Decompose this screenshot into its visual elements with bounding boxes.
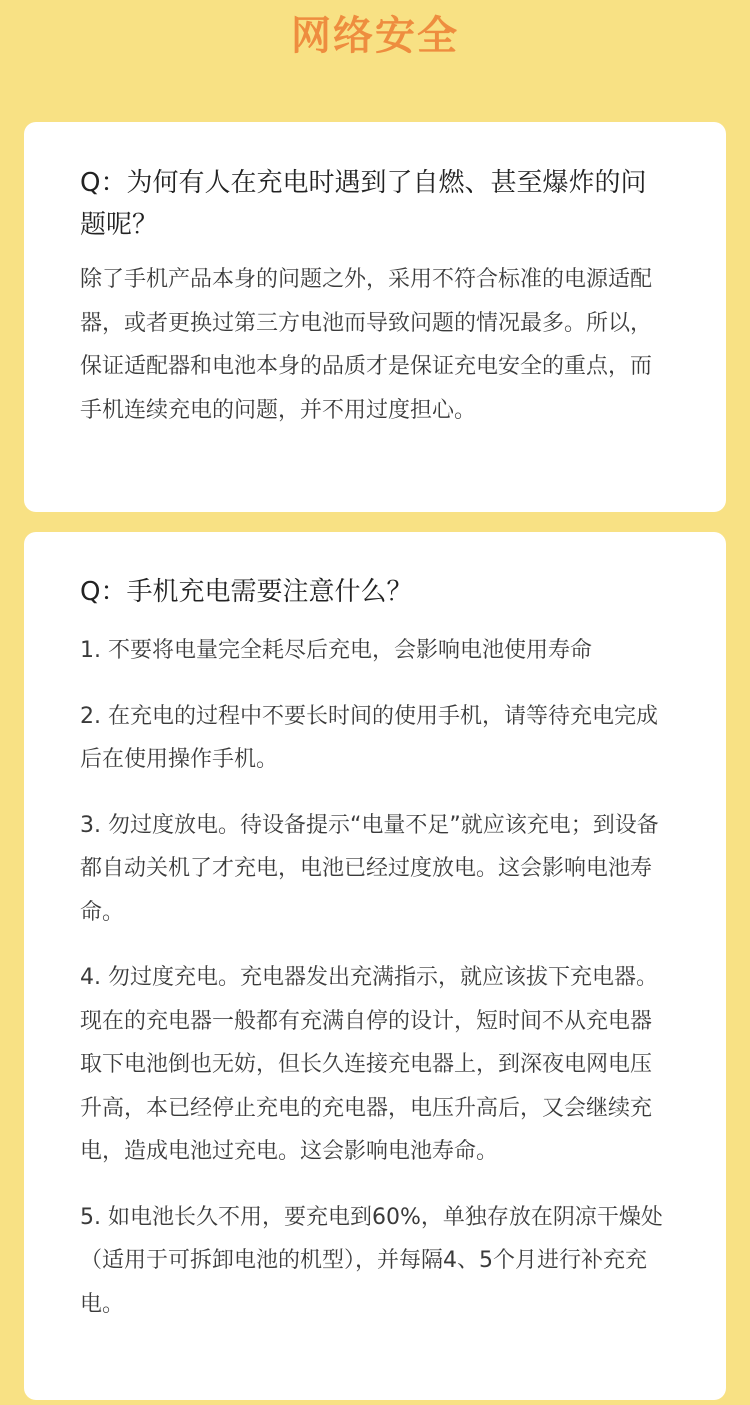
tip-item-3: 3. 勿过度放电。待设备提示“电量不足”就应该充电；到设备都自动关机了才充电，电池已经过度放电。这会影响电池寿命。 (80, 812, 659, 925)
tip-item-4: 4. 勿过度充电。充电器发出充满指示，就应该拔下充电器。现在的充电器一般都有充满自停的设计，短时间不从充电器取下电池倒也无妨，但长久连接充电器上，到深夜电网电压升高，本已经停止充电的充电器，电压升高后，又会继续充电，造成电池过充电。这会影响电池寿命。 (80, 965, 658, 1164)
tip-item-1: 1. 不要将电量完全耗尽后充电，会影响电池使用寿命 (80, 638, 592, 663)
question-heading: Q：为何有人在充电时遇到了自燃、甚至爆炸的问题呢？ (80, 168, 647, 240)
faq-card-fire-explosion (24, 122, 726, 512)
answer-text: 除了手机产品本身的问题之外，采用不符合标准的电源适配器，或者更换过第三方电池而导致问题的情况最多。所以，保证适配器和电池本身的品质才是保证充电安全的重点，而手机连续充电的问题，并不用过度担心。 (80, 267, 653, 423)
page-title: 网络安全 (291, 13, 459, 59)
faq-card-charging-tips (24, 532, 726, 1400)
tip-item-5: 5. 如电池长久不用，要充电到60%，单独存放在阴凉干燥处（适用于可拆卸电池的机型），并每隔4、5个月进行补充充电。 (80, 1204, 663, 1317)
tips-list (80, 629, 670, 1326)
question-heading: Q：手机充电需要注意什么？ (80, 577, 413, 607)
tip-item-2: 2. 在充电的过程中不要长时间的使用手机，请等待充电完成后在使用操作手机。 (80, 703, 658, 772)
